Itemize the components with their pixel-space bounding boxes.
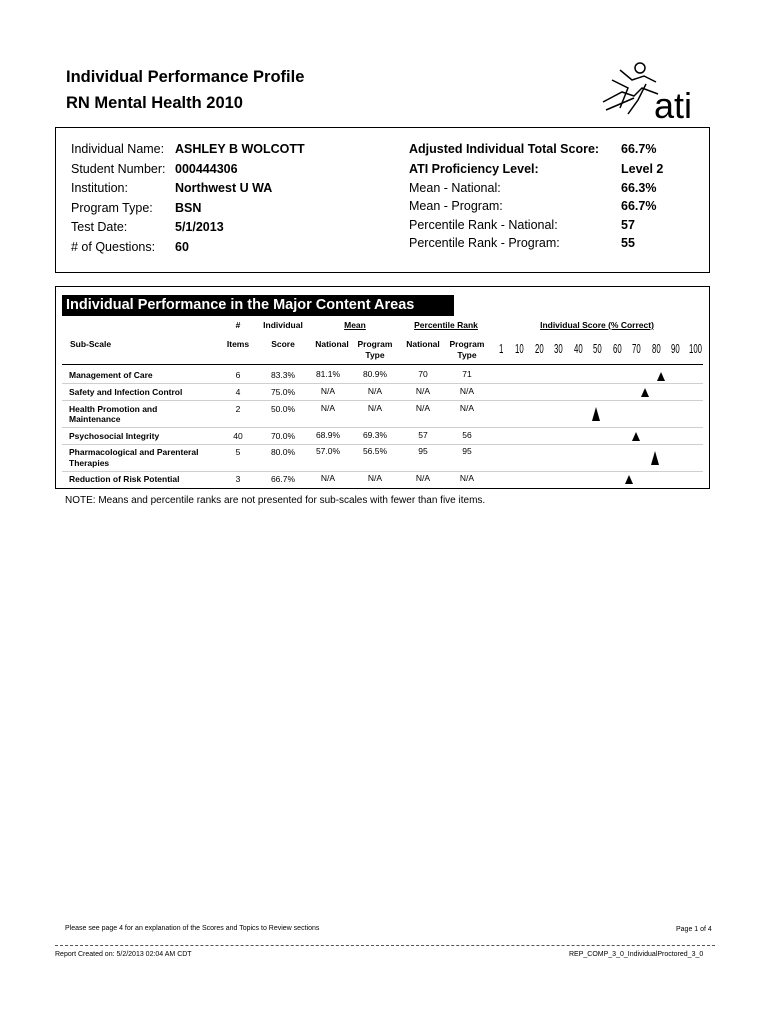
questions-label: # of Questions: (71, 240, 156, 254)
items-cell: 3 (235, 474, 241, 484)
report-id: REP_COMP_3_0_IndividualProctored_3_0 (569, 951, 704, 958)
scale-tick-label: 70 (632, 341, 641, 356)
scale-tick-label: 40 (573, 341, 583, 356)
score-cell: 66.7% (270, 474, 296, 484)
percentile-national-label: Percentile Rank - National: (409, 218, 558, 232)
content-areas-banner: Individual Performance in the Major Content Areas (62, 295, 454, 316)
scale-tick-label: 20 (534, 341, 544, 356)
footer-divider (55, 945, 715, 946)
logo-text: ati (654, 85, 693, 122)
ati-logo (598, 58, 708, 122)
header-individual: Individual (263, 320, 303, 330)
proficiency-level-value: Level 2 (621, 162, 664, 176)
note-text: NOTE: Means and percentile ranks are not presented for sub-scales with fewer than five items. (65, 495, 486, 506)
header-mean-national: National (315, 339, 349, 349)
mean-program-cell: 80.9% (362, 369, 388, 379)
header-divider (62, 364, 703, 365)
header-sub-scale: Sub-Scale (70, 339, 112, 349)
institution-label: Institution: (71, 181, 128, 195)
pr-program-cell: N/A (459, 386, 475, 396)
mean-national-cell: 68.9% (315, 430, 341, 440)
score-marker (632, 432, 640, 441)
row-divider (62, 471, 703, 472)
items-cell: 4 (235, 387, 241, 397)
student-number-label: Student Number: (71, 162, 166, 176)
sub-scale-name: Management of Care (69, 370, 153, 380)
mean-program-cell: 69.3% (362, 430, 388, 440)
mean-program-cell: N/A (367, 386, 383, 396)
adjusted-score-label: Adjusted Individual Total Score: (409, 142, 600, 156)
pr-program-cell: 71 (462, 369, 472, 379)
percentile-national-value: 57 (621, 218, 635, 232)
percentile-program-label: Percentile Rank - Program: (409, 236, 560, 250)
page-number: Page 1 of 4 (676, 926, 712, 933)
scale-tick-label: 90 (671, 341, 680, 356)
header-pr-program: Program (449, 339, 485, 349)
header-percentile-rank: Percentile Rank (414, 320, 478, 330)
items-cell: 6 (235, 370, 241, 380)
mean-program-cell: 56.5% (362, 446, 388, 456)
items-cell: 40 (233, 431, 243, 441)
mean-national-cell: 81.1% (315, 369, 341, 379)
percentile-program-value: 55 (621, 236, 635, 250)
student-number-value: 000444306 (175, 162, 238, 176)
pr-program-cell: 56 (462, 430, 472, 440)
mean-program-label: Mean - Program: (409, 199, 503, 213)
header-mean: Mean (344, 320, 366, 330)
header-pr-national: National (406, 339, 440, 349)
individual-name-label: Individual Name: (71, 142, 165, 156)
score-marker (641, 388, 649, 397)
header-pr-type: Type (457, 350, 477, 360)
row-divider (62, 427, 703, 428)
mean-program-value: 66.7% (621, 199, 657, 213)
report-title: Individual Performance Profile (66, 68, 305, 86)
row-divider (62, 400, 703, 401)
header-items: Items (226, 339, 250, 349)
score-marker (592, 407, 600, 421)
header-chart-title: Individual Score (% Correct) (540, 320, 654, 330)
sub-scale-name: Health Promotion and (69, 404, 158, 414)
pr-program-cell: 95 (462, 446, 472, 456)
pr-national-cell: N/A (415, 403, 431, 413)
mean-program-cell: N/A (367, 403, 383, 413)
scale-tick-label: 60 (612, 341, 622, 356)
pr-national-cell: 95 (418, 446, 428, 456)
scale-tick-label: 80 (651, 341, 661, 356)
sub-scale-name-line2: Maintenance (69, 414, 121, 424)
sub-scale-name: Psychosocial Integrity (69, 431, 160, 441)
mean-national-cell: N/A (320, 403, 336, 413)
items-cell: 5 (235, 447, 241, 457)
score-cell: 50.0% (270, 404, 296, 414)
items-cell: 2 (235, 404, 241, 414)
score-cell: 83.3% (270, 370, 296, 380)
proficiency-level-label: ATI Proficiency Level: (409, 162, 539, 176)
pr-national-cell: N/A (415, 386, 431, 396)
sub-scale-name: Reduction of Risk Potential (69, 474, 180, 484)
individual-name-value: ASHLEY B WOLCOTT (175, 142, 305, 156)
score-marker (657, 372, 665, 381)
pr-national-cell: 57 (418, 430, 428, 440)
pr-national-cell: N/A (415, 473, 431, 483)
mean-national-value: 66.3% (621, 181, 657, 195)
header-hash: # (235, 320, 241, 330)
test-date-value: 5/1/2013 (175, 220, 224, 234)
header-mean-type: Type (365, 350, 385, 360)
row-divider (62, 444, 703, 445)
scale-tick-label: 10 (515, 341, 524, 356)
pr-program-cell: N/A (459, 473, 475, 483)
scale-tick-label: 100 (688, 341, 702, 356)
score-cell: 70.0% (270, 431, 296, 441)
row-divider (62, 383, 703, 384)
program-type-value: BSN (175, 201, 202, 215)
scale-tick-label: 50 (593, 341, 602, 356)
adjusted-score-value: 66.7% (621, 142, 657, 156)
mean-national-cell: 57.0% (315, 446, 341, 456)
mean-program-cell: N/A (367, 473, 383, 483)
mean-national-cell: N/A (320, 386, 336, 396)
score-marker (651, 451, 659, 465)
header-score: Score (271, 339, 295, 349)
mean-national-label: Mean - National: (409, 181, 501, 195)
sub-scale-name: Safety and Infection Control (69, 387, 183, 397)
sub-scale-name-line2: Therapies (69, 458, 110, 468)
program-type-label: Program Type: (71, 201, 153, 215)
pr-program-cell: N/A (459, 403, 475, 413)
test-date-label: Test Date: (71, 220, 128, 234)
institution-value: Northwest U WA (175, 181, 273, 195)
questions-value: 60 (175, 240, 189, 254)
report-created: Report Created on: 5/2/2013 02:04 AM CDT (55, 951, 192, 958)
pr-national-cell: 70 (418, 369, 428, 379)
test-name: RN Mental Health 2010 (66, 94, 243, 112)
scale-tick-label: 1 (499, 341, 504, 356)
sub-scale-name: Pharmacological and Parenteral (69, 447, 199, 457)
header-mean-program: Program (357, 339, 393, 349)
score-marker (625, 475, 633, 484)
mean-national-cell: N/A (320, 473, 336, 483)
score-cell: 75.0% (270, 387, 296, 397)
scale-tick-label: 30 (554, 341, 563, 356)
score-cell: 80.0% (270, 447, 296, 457)
footer-explanation: Please see page 4 for an explanation of the Scores and Topics to Review sections (65, 925, 320, 932)
